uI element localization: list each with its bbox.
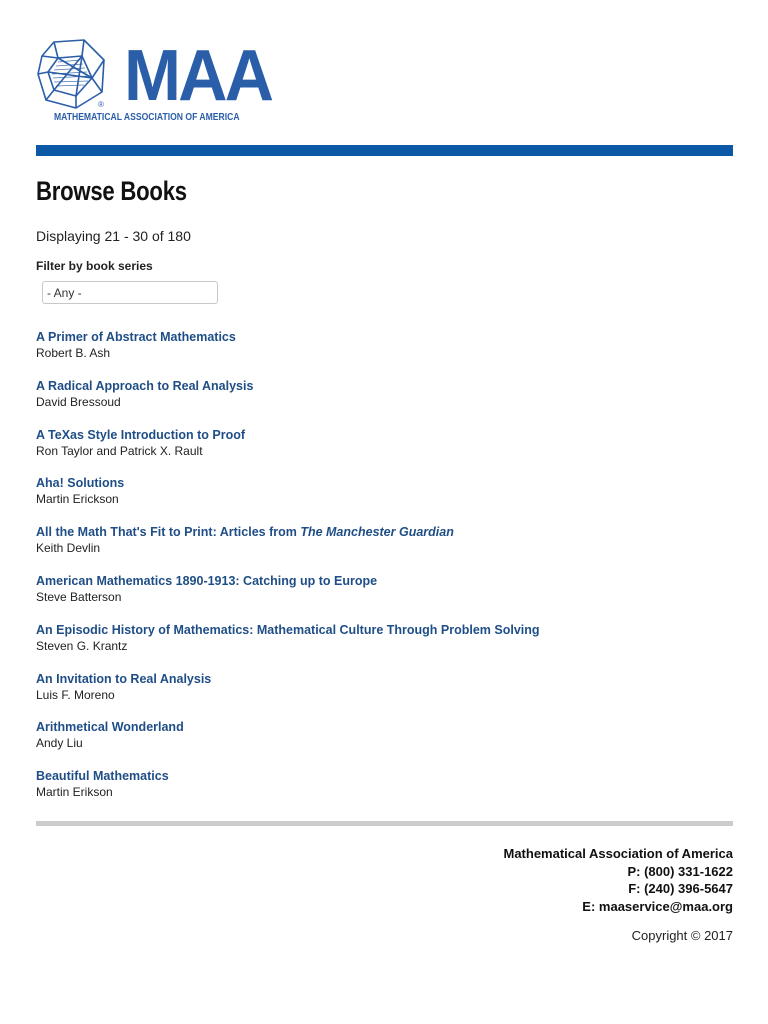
book-series-selected: - Any - bbox=[47, 286, 82, 300]
list-item bbox=[36, 574, 733, 623]
footer-contact bbox=[504, 845, 734, 915]
book-title-link[interactable]: An Episodic History of Mathematics: Mathematical Culture Through Problem Solving bbox=[36, 622, 540, 637]
maa-logo[interactable] bbox=[36, 36, 272, 128]
book-author: Keith Devlin bbox=[36, 541, 101, 556]
footer-email[interactable]: E: maaservice@maa.org bbox=[582, 898, 733, 914]
results-count: Displaying 21 - 30 of 180 bbox=[36, 228, 191, 244]
footer-fax: F: (240) 396-5647 bbox=[628, 881, 733, 896]
book-title-link[interactable]: Arithmetical Wonderland bbox=[36, 720, 184, 735]
book-author: Ron Taylor and Patrick X. Rault bbox=[36, 443, 203, 458]
list-item bbox=[36, 769, 733, 818]
filter-label: Filter by book series bbox=[36, 259, 153, 273]
footer-phone: P: (800) 331-1622 bbox=[627, 863, 733, 879]
footer-org-name: Mathematical Association of America bbox=[503, 846, 733, 861]
book-list bbox=[36, 330, 733, 818]
book-author: Steven G. Krantz bbox=[36, 638, 128, 653]
list-item bbox=[36, 525, 733, 574]
list-item bbox=[36, 428, 733, 477]
book-title-link[interactable]: A Primer of Abstract Mathematics bbox=[36, 330, 236, 344]
book-author: Steve Batterson bbox=[36, 589, 122, 604]
book-author: Luis F. Moreno bbox=[36, 687, 115, 702]
book-series-select[interactable] bbox=[42, 281, 218, 304]
logo-title: MAA bbox=[124, 36, 272, 116]
copyright: Copyright © 2017 bbox=[631, 928, 733, 943]
book-title-link[interactable]: All the Math That's Fit to Print: Articles from The Manchester Guardian bbox=[36, 525, 454, 540]
book-author: Martin Erickson bbox=[36, 492, 119, 507]
registered-mark: ® bbox=[98, 100, 104, 109]
logo-subtitle: MATHEMATICAL ASSOCIATION OF AMERICA bbox=[54, 112, 240, 123]
book-author: David Bressoud bbox=[36, 394, 121, 409]
list-item bbox=[36, 330, 733, 379]
book-title-link[interactable]: A Radical Approach to Real Analysis bbox=[36, 378, 254, 393]
icosahedron-icon bbox=[36, 38, 106, 110]
book-title-link[interactable]: A TeXas Style Introduction to Proof bbox=[36, 427, 246, 442]
list-item bbox=[36, 476, 733, 525]
book-title-link[interactable]: American Mathematics 1890-1913: Catching up to Europe bbox=[36, 573, 378, 588]
book-title-link[interactable]: An Invitation to Real Analysis bbox=[36, 671, 212, 686]
header-divider bbox=[36, 145, 733, 156]
book-title-link[interactable]: Beautiful Mathematics bbox=[36, 769, 169, 784]
list-item bbox=[36, 623, 733, 672]
book-title-link[interactable]: Aha! Solutions bbox=[36, 476, 125, 491]
list-item bbox=[36, 720, 733, 769]
list-item bbox=[36, 379, 733, 428]
footer-divider bbox=[36, 821, 733, 826]
book-author: Martin Erikson bbox=[36, 785, 113, 800]
page-title: Browse Books bbox=[36, 176, 187, 206]
book-author: Robert B. Ash bbox=[36, 346, 111, 360]
book-author: Andy Liu bbox=[36, 736, 83, 751]
list-item bbox=[36, 672, 733, 721]
